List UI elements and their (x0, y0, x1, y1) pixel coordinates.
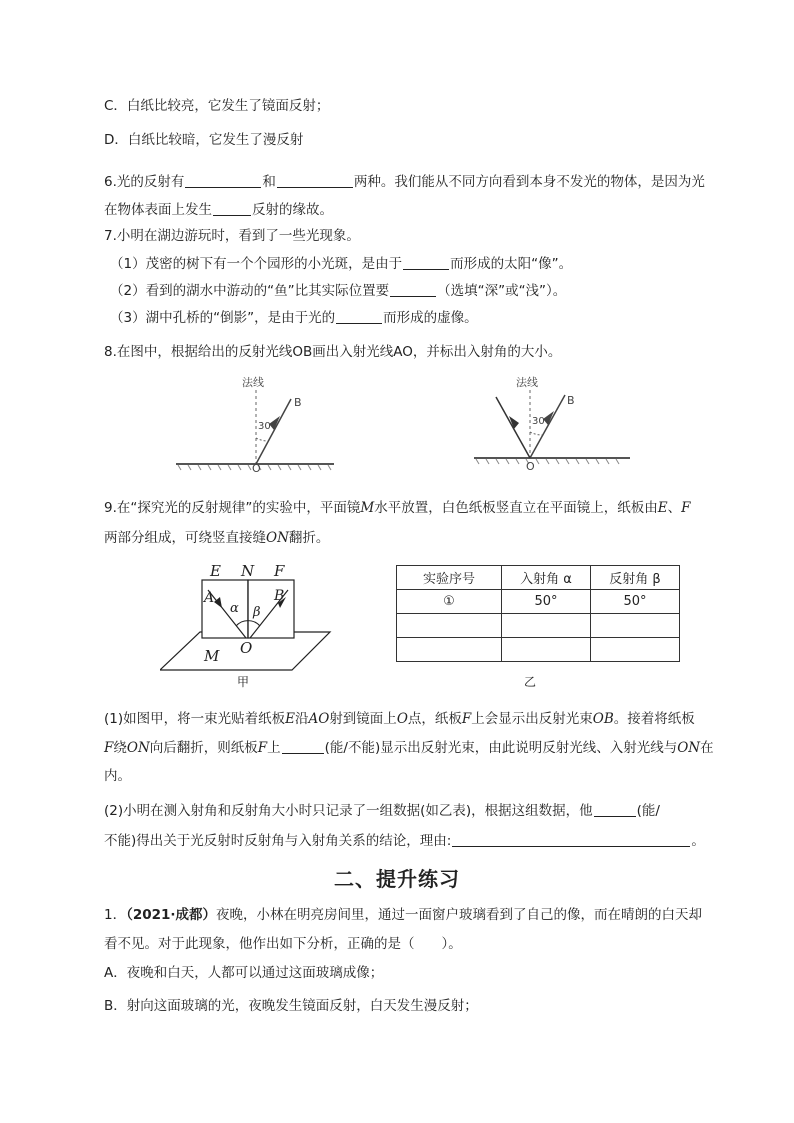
q9-s1-text: 上 (267, 740, 281, 756)
table-row (397, 614, 680, 638)
point-o-right: O (526, 460, 535, 472)
q9-s1-o: O (396, 711, 408, 727)
q6-blank-2[interactable] (277, 173, 353, 188)
table-header-cell: 反射角 β (591, 566, 680, 590)
table-row (397, 590, 680, 614)
q6-text-e: 反射的缘故。 (252, 202, 333, 218)
label-e: E (210, 562, 221, 580)
q9-s2-text: (能/ (636, 803, 660, 819)
q7-blank-1[interactable] (403, 255, 449, 270)
board-e (202, 580, 248, 638)
q9-stem-line1 (104, 498, 690, 518)
q9-sub1-line3: 内。 (104, 768, 131, 784)
point-b-left: B (294, 396, 302, 409)
q9-s1-e: E (285, 711, 295, 727)
q7-blank-3[interactable] (336, 309, 382, 324)
table-cell[interactable] (502, 638, 591, 662)
q9-stem-b2: 翻折。 (288, 530, 330, 546)
q6-blank-1[interactable] (185, 173, 261, 188)
q9-s1-ob: OB (592, 711, 614, 727)
label-n: N (241, 562, 255, 580)
point-b-right: B (567, 394, 575, 407)
table-row (397, 638, 680, 662)
q9-stem-on: ON (266, 530, 289, 546)
q7-part2 (110, 281, 566, 301)
label-beta: β (253, 605, 261, 620)
q7-p3-text-a: （3）湖中孔桥的“倒影”，是由于光的 (110, 310, 336, 326)
q9-s1-text: 在 (700, 740, 714, 756)
q7-part1 (110, 254, 572, 274)
caption-yi: 乙 (524, 675, 537, 689)
table-cell[interactable] (502, 614, 591, 638)
table-cell: ① (397, 590, 502, 614)
q7-p2-text-a: （2）看到的湖水中游动的“鱼”比其实际位置要 (110, 283, 390, 299)
p1-option-b: B．射向这面玻璃的光，夜晚发生镜面反射，白天发生漫反射； (104, 998, 478, 1014)
q9-s1-f: F (461, 711, 472, 727)
q9-stem-a1: 9.在“探究光的反射规律”的实验中，平面镜 (104, 500, 361, 516)
q8-figure-left (170, 374, 340, 472)
q7-p2-text-b: （选填“深”或“浅”）。 (437, 283, 567, 299)
q9-stem-sep: 、 (667, 500, 682, 516)
q9-sub2-line2 (104, 831, 705, 851)
q9-stem-f: F (681, 500, 691, 516)
caption-jia: 甲 (237, 675, 250, 688)
q6-line1 (104, 172, 705, 192)
q6-text-c: 两种。我们能从不同方向看到本身不发光的物体，是因为光 (353, 174, 705, 190)
incident-ray-right (496, 397, 530, 458)
q7-p1-text-a: （1）茂密的树下有一个个园形的小光斑，是由于 (110, 256, 403, 272)
hatching-right (476, 459, 619, 464)
table-cell[interactable] (397, 638, 502, 662)
q9-sub1-line1 (104, 709, 695, 729)
q7-stem: 7.小明在湖边游玩时，看到了一些光现象。 (104, 228, 360, 244)
q9-s1-f2: F (104, 740, 114, 756)
q9-stem-line2 (104, 528, 329, 548)
q7-part3 (110, 308, 478, 328)
q9-s1-text: (1)如图甲，将一束光贴着纸板 (104, 711, 286, 727)
q9-stem-a2: 水平放置，白色纸板竖直立在平面镜上，纸板由 (374, 500, 658, 516)
table-cell[interactable] (591, 638, 680, 662)
section-title: 二、提升练习 (334, 867, 460, 891)
q9-blank-1[interactable] (282, 739, 324, 754)
q9-figure-jia (160, 560, 360, 688)
angle-arc-right (530, 432, 542, 435)
data-table (396, 565, 680, 662)
table-cell: 50° (502, 590, 591, 614)
p1-text: 夜晚，小林在明亮房间里，通过一面窗户玻璃看到了自己的像，而在晴朗的白天却 (216, 907, 703, 923)
q9-s1-f3: F (257, 740, 268, 756)
q9-s1-text: 上会显示出反射光束 (471, 711, 593, 727)
normal-label-left: 法线 (242, 376, 264, 389)
q8-figure-right (468, 374, 638, 472)
q9-s2-text: 。 (691, 833, 705, 849)
q9-s1-ao: AO (308, 711, 330, 727)
q9-s1-text: 沿 (294, 711, 309, 727)
normal-label-right: 法线 (516, 376, 538, 389)
q9-blank-3[interactable] (452, 832, 690, 847)
q7-blank-2[interactable] (390, 282, 436, 297)
q6-text-a: 6.光的反射有 (104, 174, 185, 190)
q6-line2 (104, 200, 333, 220)
point-o-left: O (252, 462, 261, 472)
p1-line1 (104, 905, 702, 925)
table-cell[interactable] (397, 614, 502, 638)
p1-number: 1． (104, 907, 127, 923)
q9-s2-text: (2)小明在测入射角和反射角大小时只记录了一组数据(如乙表)，根据这组数据，他 (104, 803, 593, 819)
q7-p1-text-b: 而形成的太阳“像”。 (450, 256, 573, 272)
q9-s2-text: 不能)得出关于光反射时反射角与入射角关系的结论，理由: (104, 833, 452, 849)
angle-label-right: 30° (532, 416, 550, 427)
q9-sub2-line1 (104, 801, 660, 821)
q6-text-d: 在物体表面上发生 (104, 202, 212, 218)
label-alpha: α (230, 601, 239, 616)
label-b: B (274, 588, 285, 604)
p1-line2: 看不见。对于此现象，他作出如下分析，正确的是（ ）。 (104, 936, 462, 952)
q9-s1-on: ON (126, 740, 150, 756)
label-f: F (274, 562, 285, 580)
q9-blank-2[interactable] (594, 802, 636, 817)
q9-s1-text: 点，纸板 (407, 711, 462, 727)
q9-s1-text: (能/不能)显示出反射光束，由此说明反射光线、入射光线与 (324, 740, 678, 756)
label-o: O (240, 639, 253, 657)
q9-stem-b1: 两部分组成，可绕竖直接缝 (104, 530, 266, 546)
angle-label-left: 30° (258, 421, 276, 432)
q9-s1-on2: ON (677, 740, 701, 756)
table-cell[interactable] (591, 614, 680, 638)
p1-source: （2021·成都） (126, 907, 217, 923)
p1-option-a: A．夜晚和白天，人都可以通过这面玻璃成像； (104, 965, 384, 981)
q9-stem-m: M (360, 500, 375, 516)
angle-arc-left (256, 438, 268, 441)
q7-p3-text-b: 而形成的虚像。 (383, 310, 478, 326)
table-header-row (397, 566, 680, 590)
q9-s1-text: 向后翻折，则纸板 (149, 740, 258, 756)
q9-sub1-line2 (104, 738, 714, 758)
option-d: D．白纸比较暗，它发生了漫反射 (104, 132, 304, 148)
label-a: A (204, 590, 215, 606)
table-header-cell: 入射角 α (502, 566, 591, 590)
q9-stem-e: E (657, 500, 668, 516)
table-cell: 50° (591, 590, 680, 614)
q9-s1-text: 绕 (113, 740, 127, 756)
table-header-cell: 实验序号 (397, 566, 502, 590)
q8-stem: 8.在图中，根据给出的反射光线OB画出入射光线AO，并标出入射角的大小。 (104, 344, 562, 360)
q6-text-b: 和 (262, 174, 276, 190)
label-m: M (204, 647, 220, 665)
q9-s1-text: 。接着将纸板 (613, 711, 695, 727)
option-c: C．白纸比较亮，它发生了镜面反射； (104, 98, 330, 114)
q6-blank-3[interactable] (213, 201, 251, 216)
q9-s1-text: 射到镜面上 (329, 711, 397, 727)
